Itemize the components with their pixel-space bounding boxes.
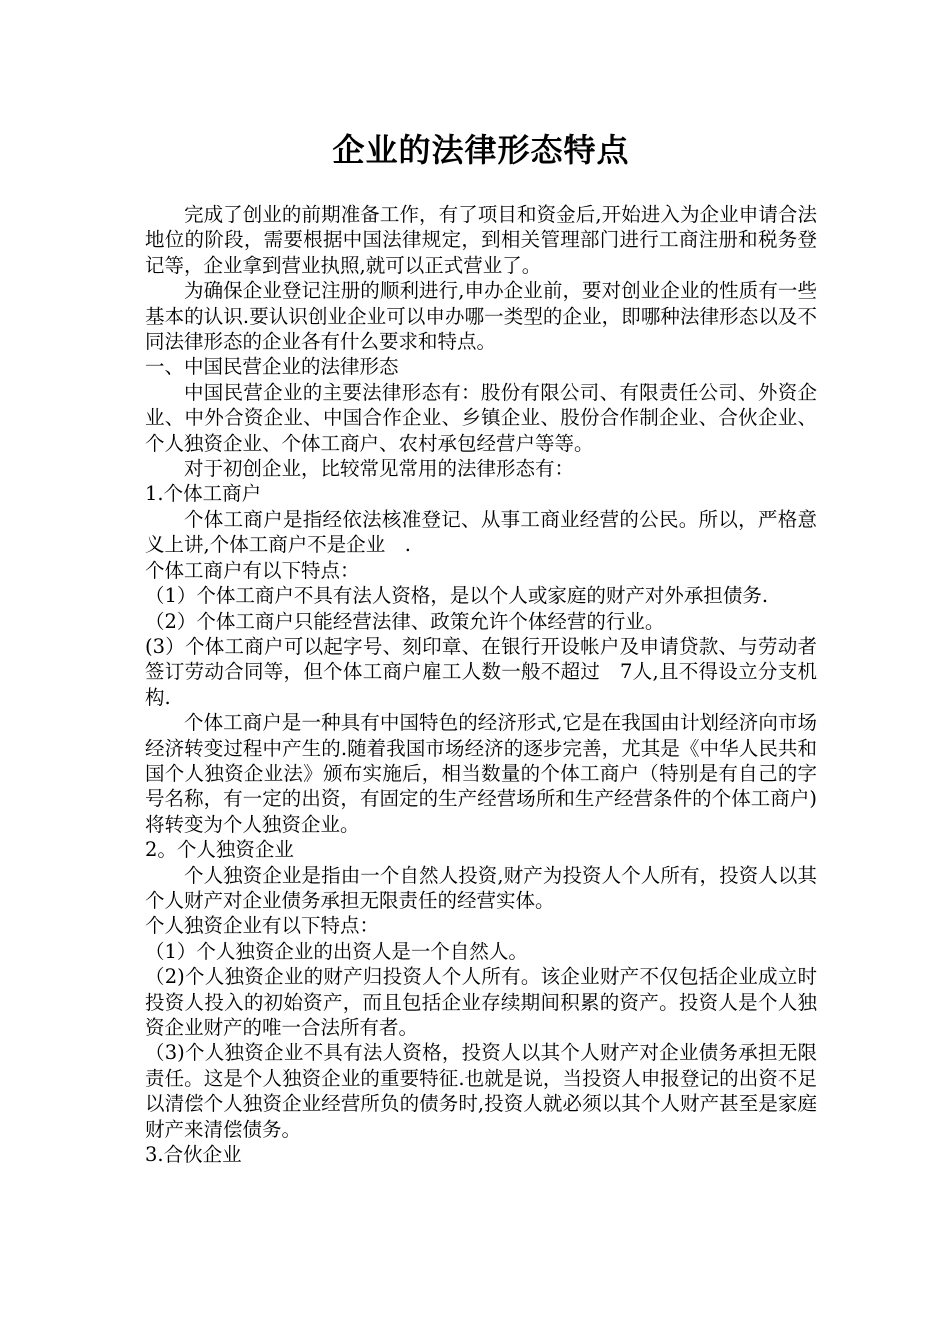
- section-line: 2。个人独资企业: [145, 838, 294, 862]
- document-title: 企业的法律形态特点: [332, 131, 630, 169]
- section-line: （1）个体工商户不具有法人资格，是以个人或家庭的财产对外承担债务.: [145, 584, 769, 608]
- section-line: 1.个体工商户: [145, 482, 262, 506]
- section-line: （3)个人独资企业不具有法人资格，投资人以其个人财产对企业债务承担无限责任。这是个人独资企业的重要特征.也就是说，当投资人申报登记的出资不足以清偿个人独资企业经营所负的债务时,投资人就必须以其个人财产甚至是家庭财产来清偿债务。: [145, 1041, 817, 1141]
- document-page: [145, 128, 817, 1167]
- section-line: 一、中国民营企业的法律形态: [145, 355, 399, 379]
- section-line: (3）个体工商户可以起字号、刻印章、在银行开设帐户及申请贷款、与劳动者签订劳动合同等，但个体工商户雇工人数一般不超过 7人,且不得设立分支机构.: [145, 634, 817, 709]
- body-paragraph: 个体工商户是一种具有中国特色的经济形式,它是在我国由计划经济向市场经济转变过程中产生的.随着我国市场经济的逐步完善，尤其是《中华人民共和国个人独资企业法》颁布实施后，相当数量的个体工商户（特别是有自己的字号名称，有一定的出资，有固定的生产经营场所和生产经营条件的个体工商户)将转变为个人独资企业。: [145, 711, 817, 836]
- section-line: （1）个人独资企业的出资人是一个自然人。: [145, 939, 528, 963]
- body-paragraph: 个人独资企业是指由一个自然人投资,财产为投资人个人所有，投资人以其个人财产对企业债务承担无限责任的经营实体。: [145, 863, 817, 912]
- body-paragraph: 中国民营企业的主要法律形态有：股份有限公司、有限责任公司、外资企业、中外合资企业、中国合作企业、乡镇企业、股份合作制企业、合伙企业、个人独资企业、个体工商户、农村承包经营户等等。: [145, 380, 817, 455]
- body-paragraph: 对于初创企业，比较常见常用的法律形态有：: [184, 457, 575, 481]
- document-body: [145, 202, 817, 1167]
- section-line: 个人独资企业有以下特点：: [145, 914, 380, 938]
- body-paragraph: 为确保企业登记注册的顺利进行,申办企业前，要对创业企业的性质有一些基本的认识.要认识创业企业可以申办哪一类型的企业，即哪种法律形态以及不同法律形态的企业各有什么要求和特点。: [145, 279, 817, 354]
- section-line: 个体工商户有以下特点：: [145, 558, 360, 582]
- body-paragraph: 个体工商户是指经依法核准登记、从事工商业经营的公民。所以，严格意义上讲,个体工商户不是企业 .: [145, 507, 817, 557]
- body-paragraph: 完成了创业的前期准备工作，有了项目和资金后,开始进入为企业申请合法地位的阶段，需要根据中国法律规定，到相关管理部门进行工商注册和税务登记等，企业拿到营业执照,就可以正式营业了。: [145, 203, 817, 277]
- section-line: （2)个人独资企业的财产归投资人个人所有。该企业财产不仅包括企业成立时投资人投入的初始资产，而且包括企业存续期间积累的资产。投资人是个人独资企业财产的唯一合法所有者。: [145, 965, 817, 1039]
- section-line: 3.合伙企业: [145, 1143, 242, 1167]
- section-line: （2）个体工商户只能经营法律、政策允许个体经营的行业。: [145, 609, 665, 633]
